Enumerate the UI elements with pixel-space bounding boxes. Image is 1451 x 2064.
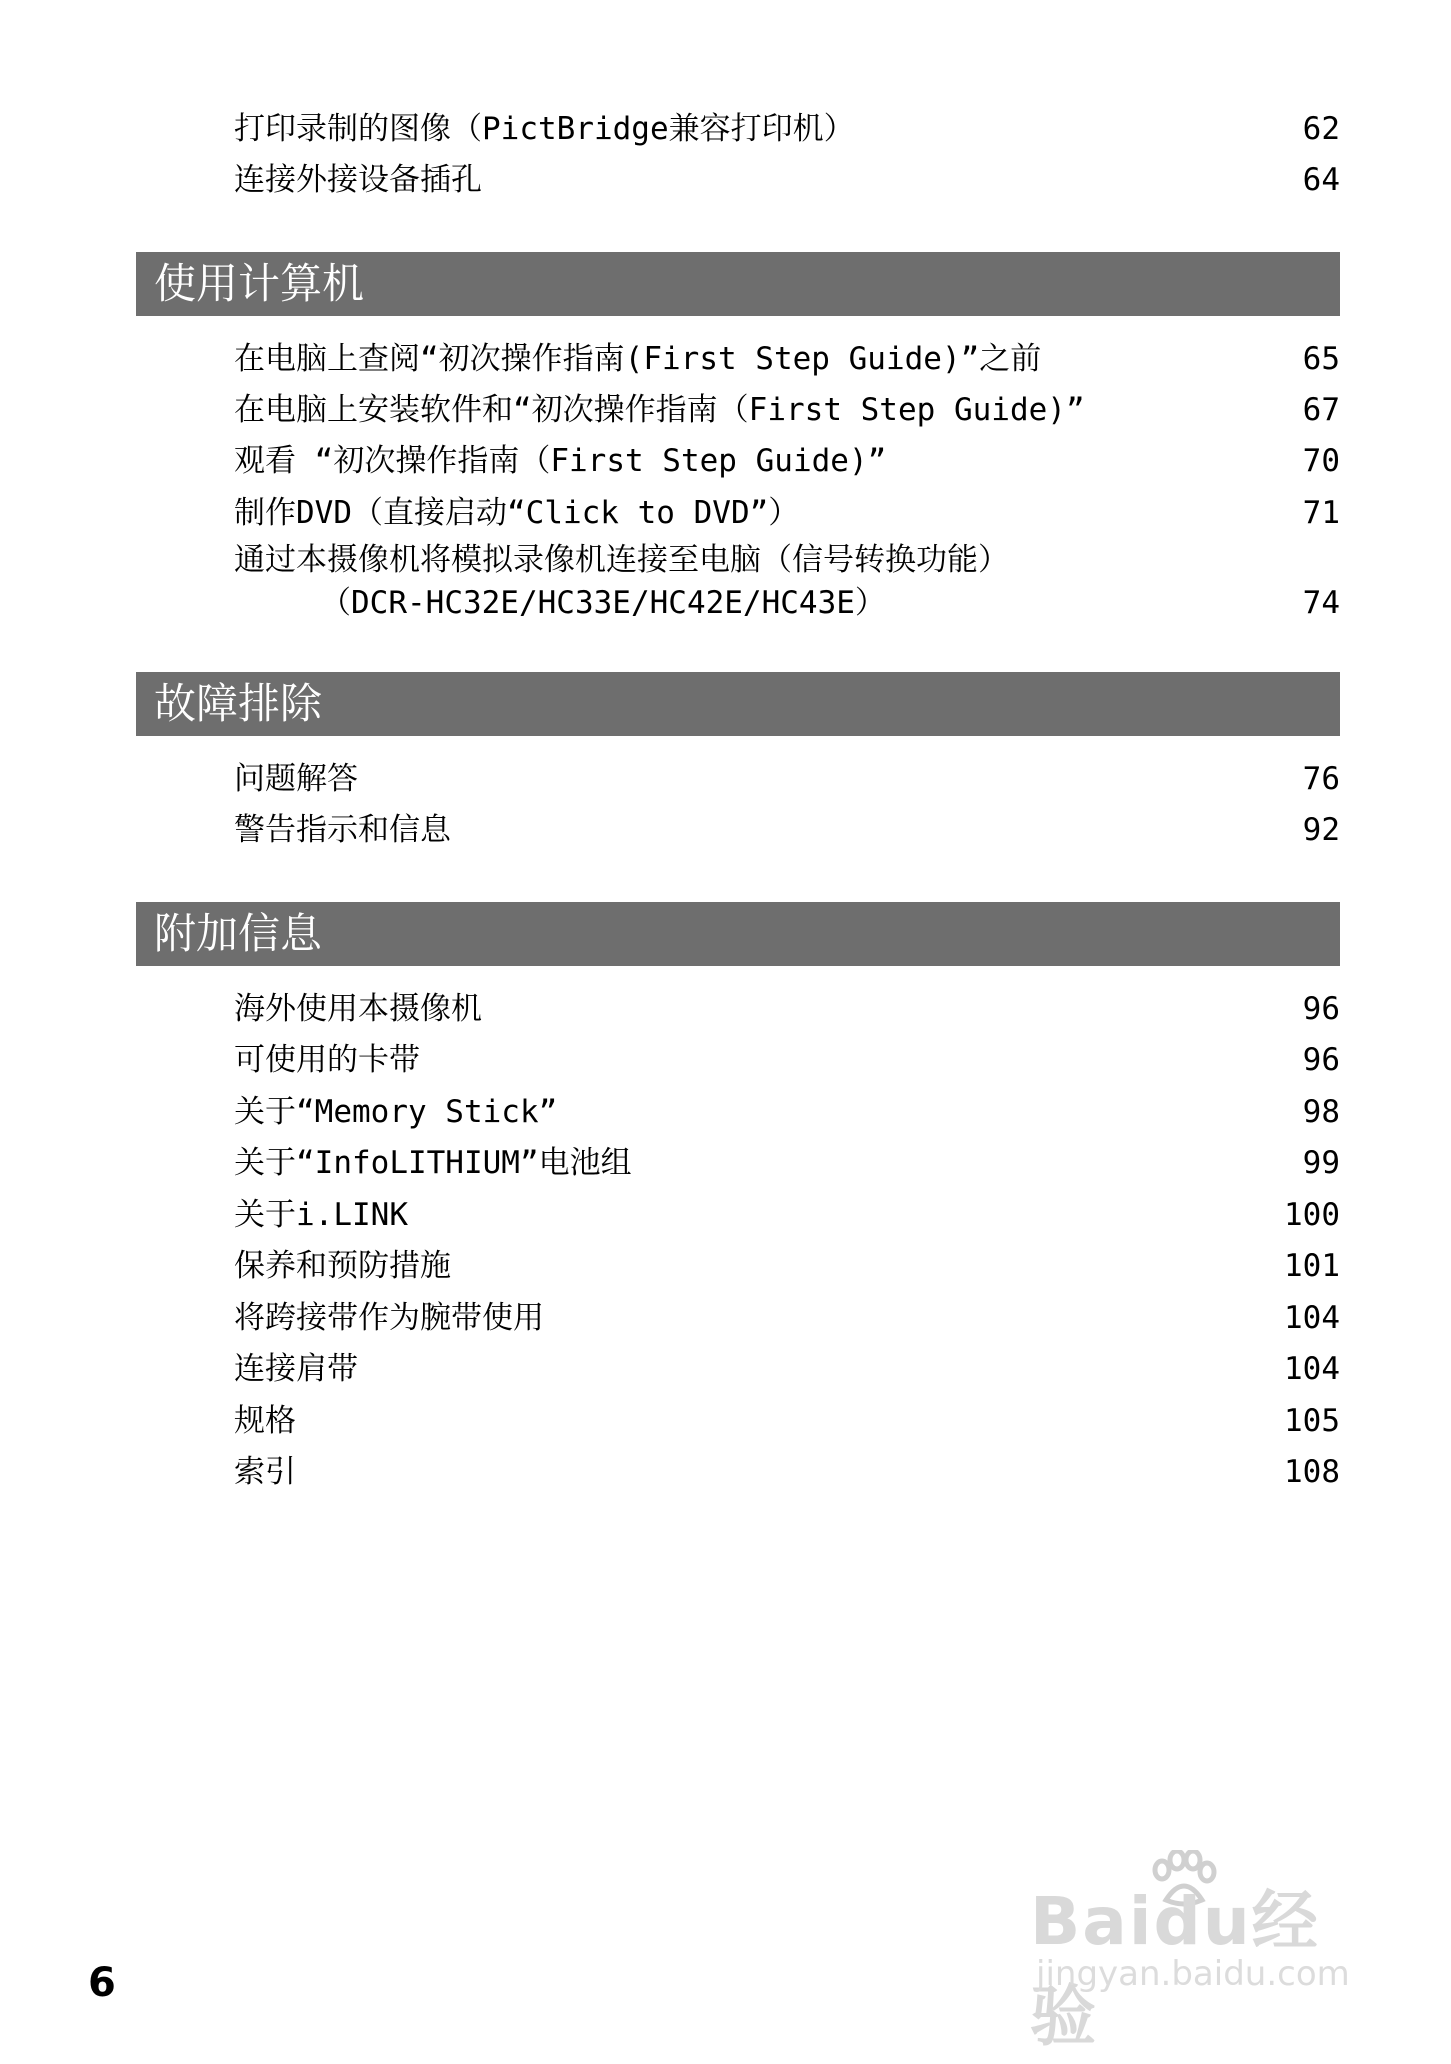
toc-entry-title: 关于i.LINK [234, 1197, 408, 1233]
toc-entry-page: 67 [1302, 392, 1340, 428]
toc-entry[interactable] [234, 1345, 1340, 1389]
leader-dots [306, 1401, 1272, 1441]
leader-dots [368, 1349, 1272, 1389]
toc-entry-page: 100 [1284, 1197, 1340, 1233]
toc-entry-page: 98 [1302, 1094, 1340, 1130]
toc-entry-title: 制作DVD（直接启动“Click to DVD”） [234, 495, 800, 531]
toc-entry-title-continued: （DCR-HC32E/HC33E/HC42E/HC43E） [320, 585, 886, 621]
toc-entry-title: 问题解答 [234, 761, 358, 797]
leader-dots [368, 759, 1291, 799]
toc-entry-title[interactable]: 通过本摄像机将模拟录像机连接至电脑（信号转换功能） [234, 542, 1009, 578]
toc-entry[interactable] [234, 105, 1340, 149]
toc-entry-title: 在电脑上安装软件和“初次操作指南（First Step Guide)” [234, 392, 1085, 428]
leader-dots [865, 109, 1291, 149]
toc-entry-page: 62 [1302, 111, 1340, 147]
toc-entry-title: 规格 [234, 1403, 296, 1439]
toc-entry[interactable] [234, 489, 1340, 533]
toc-entry[interactable] [234, 1139, 1340, 1183]
toc-entry-page: 101 [1284, 1248, 1340, 1284]
toc-entry-page: 104 [1284, 1300, 1340, 1336]
toc-entry-page: 108 [1284, 1454, 1340, 1490]
toc-entry-title: 观看 “初次操作指南（First Step Guide)” [234, 443, 887, 479]
toc-entry-page: 96 [1302, 991, 1340, 1027]
toc-entry[interactable] [234, 1242, 1340, 1286]
toc-entry-page: 65 [1302, 341, 1340, 377]
toc-entry-title: 在电脑上查阅“初次操作指南(First Step Guide)”之前 [234, 341, 1042, 377]
toc-entry-page: 76 [1302, 761, 1340, 797]
section-header-computer: 使用计算机 [136, 252, 1340, 316]
toc-entry-page: 92 [1302, 812, 1340, 848]
section-header-troubleshooting: 故障排除 [136, 672, 1340, 736]
toc-entry-page: 71 [1302, 495, 1340, 531]
leader-dots [896, 583, 1291, 623]
leader-dots [1051, 339, 1290, 379]
toc-entry[interactable] [234, 755, 1340, 799]
toc-entry-title: 将跨接带作为腕带使用 [234, 1300, 544, 1336]
toc-entry-title: 连接肩带 [234, 1351, 358, 1387]
leader-dots [554, 1298, 1272, 1338]
toc-entry[interactable] [320, 579, 1340, 623]
toc-entry[interactable] [234, 985, 1340, 1029]
leader-dots [642, 1143, 1291, 1183]
watermark-url: jingyan.baidu.com [1036, 1954, 1350, 1994]
toc-entry-title: 海外使用本摄像机 [234, 991, 482, 1027]
toc-entry[interactable] [234, 1191, 1340, 1235]
leader-dots [1095, 390, 1291, 430]
toc-entry[interactable] [234, 335, 1340, 379]
toc-entry[interactable] [234, 156, 1340, 200]
toc-entry[interactable] [234, 386, 1340, 430]
toc-entry[interactable] [234, 1294, 1340, 1338]
section-header-additional-info: 附加信息 [136, 902, 1340, 966]
toc-entry[interactable] [234, 437, 1340, 481]
watermark-brand: Baidu经验 [1030, 1883, 1320, 2055]
leader-dots [430, 1040, 1291, 1080]
leader-dots [809, 493, 1290, 533]
leader-dots [896, 441, 1290, 481]
toc-entry-title: 连接外接设备插孔 [234, 162, 482, 198]
toc-entry[interactable] [234, 1448, 1340, 1492]
leader-dots [418, 1195, 1272, 1235]
toc-entry-page: 64 [1302, 162, 1340, 198]
toc-entry[interactable] [234, 1397, 1340, 1441]
toc-entry-page: 70 [1302, 443, 1340, 479]
toc-entry-title: 保养和预防措施 [234, 1248, 451, 1284]
leader-dots [461, 1246, 1272, 1286]
page-number: 6 [88, 1960, 116, 2006]
leader-dots [492, 989, 1291, 1029]
toc-entry-title: 关于“Memory Stick” [234, 1094, 558, 1130]
toc-entry[interactable] [234, 1036, 1340, 1080]
leader-dots [492, 160, 1291, 200]
toc-entry-title: 索引 [234, 1454, 296, 1490]
toc-entry-page: 104 [1284, 1351, 1340, 1387]
leader-dots [567, 1092, 1290, 1132]
toc-entry-title: 关于“InfoLITHIUM”电池组 [234, 1145, 632, 1181]
leader-dots [306, 1452, 1272, 1492]
toc-entry-page: 105 [1284, 1403, 1340, 1439]
toc-entry[interactable] [234, 1088, 1340, 1132]
toc-entry-page: 96 [1302, 1042, 1340, 1078]
toc-entry-title: 警告指示和信息 [234, 812, 451, 848]
toc-entry-title: 可使用的卡带 [234, 1042, 420, 1078]
toc-entry-page: 74 [1302, 585, 1340, 621]
toc-entry-page: 99 [1302, 1145, 1340, 1181]
baidu-watermark [1030, 1850, 1370, 2055]
leader-dots [461, 810, 1291, 850]
toc-entry-title: 打印录制的图像（PictBridge兼容打印机） [234, 111, 855, 147]
toc-entry[interactable] [234, 806, 1340, 850]
